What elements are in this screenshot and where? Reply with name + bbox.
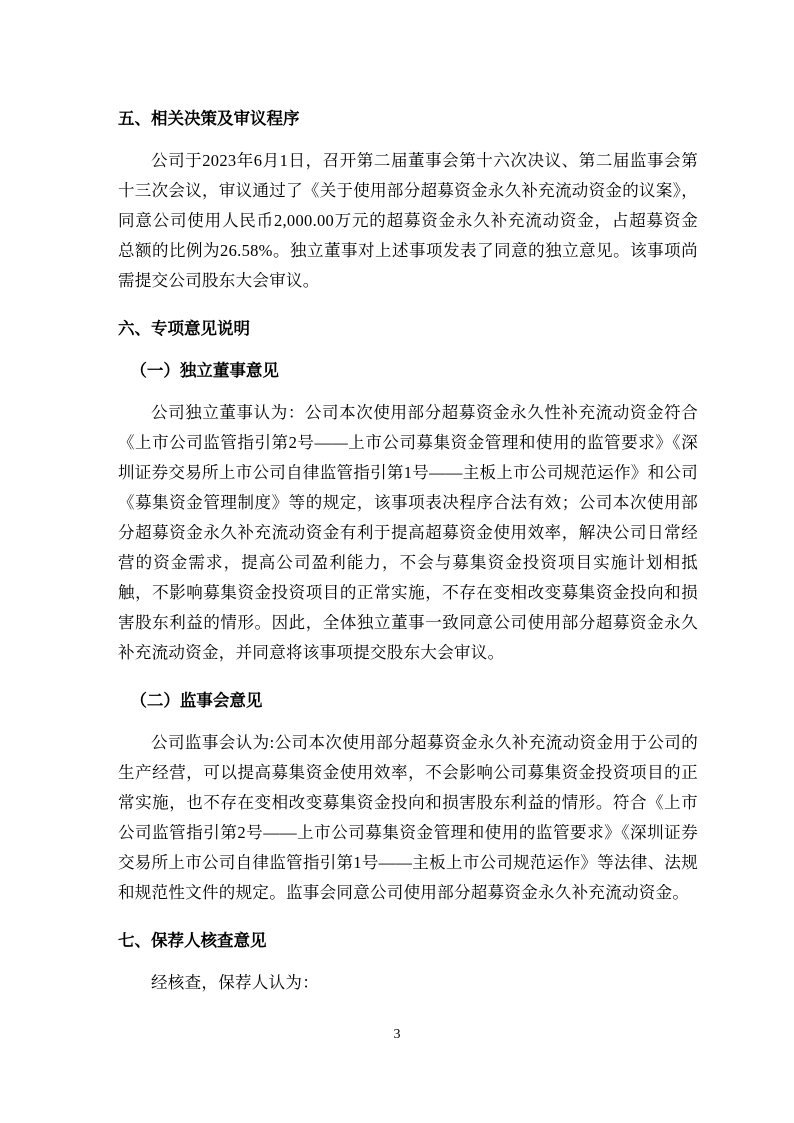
- heading-sponsor-verification-opinion: 七、保荐人核查意见: [118, 931, 267, 950]
- heading-related-decisions: 五、相关决策及审议程序: [118, 109, 300, 128]
- document-body: [118, 104, 698, 1016]
- page-number: 3: [393, 1027, 401, 1042]
- heading-special-opinions: 六、专项意见说明: [118, 319, 250, 338]
- subheading-supervisory-board-opinion: （二）监事会意见: [130, 691, 263, 710]
- subheading-independent-directors-opinion: （一）独立董事意见: [130, 361, 279, 380]
- para-independent-directors-opinion: 公司独立董事认为：公司本次使用部分超募资金永久性补充流动资金符合《上市公司监管指引第2号——上市公司募集资金管理和使用的监管要求》《深圳证券交易所上市公司自律监管指引第1号——主板上市公司规范运作》和公司《募集资金管理制度》等的规定，该事项表决程序合法有效；公司本次使用部分超募资金永久补充流动资金有利于提高超募资金使用效率，解决公司日常经营的资金需求，提高公司盈利能力，不会与募集资金投资项目实施计划相抵触，不影响募集资金投资项目的正常实施，不存在变相改变募集资金投向和损害股东利益的情形。因此，全体独立董事一致同意公司使用部分超募资金永久补充流动资金，并同意将该事项提交股东大会审议。: [118, 403, 698, 662]
- para-decision-process: 公司于2023年6月1日，召开第二届董事会第十六次决议、第二届监事会第十三次会议，审议通过了《关于使用部分超募资金永久补充流动资金的议案》，同意公司使用人民币2,000.00万元的超募资金永久补充流动资金，占超募资金总额的比例为26.58%。独立董事对上述事项发表了同意的独立意见。该事项尚需提交公司股东大会审议。: [118, 151, 698, 290]
- para-supervisory-board-opinion: 公司监事会认为:公司本次使用部分超募资金永久补充流动资金用于公司的生产经营，可以提高募集资金使用效率，不会影响公司募集资金投资项目的正常实施，也不存在变相改变募集资金投向和损害股东利益的情形。符合《上市公司监管指引第2号——上市公司募集资金管理和使用的监管要求》《深圳证券交易所上市公司自律监管指引第1号——主板上市公司规范运作》等法律、法规和规范性文件的规定。监事会同意公司使用部分超募资金永久补充流动资金。: [118, 733, 698, 902]
- para-sponsor-verification-intro: 经核查，保荐人认为：: [151, 973, 319, 992]
